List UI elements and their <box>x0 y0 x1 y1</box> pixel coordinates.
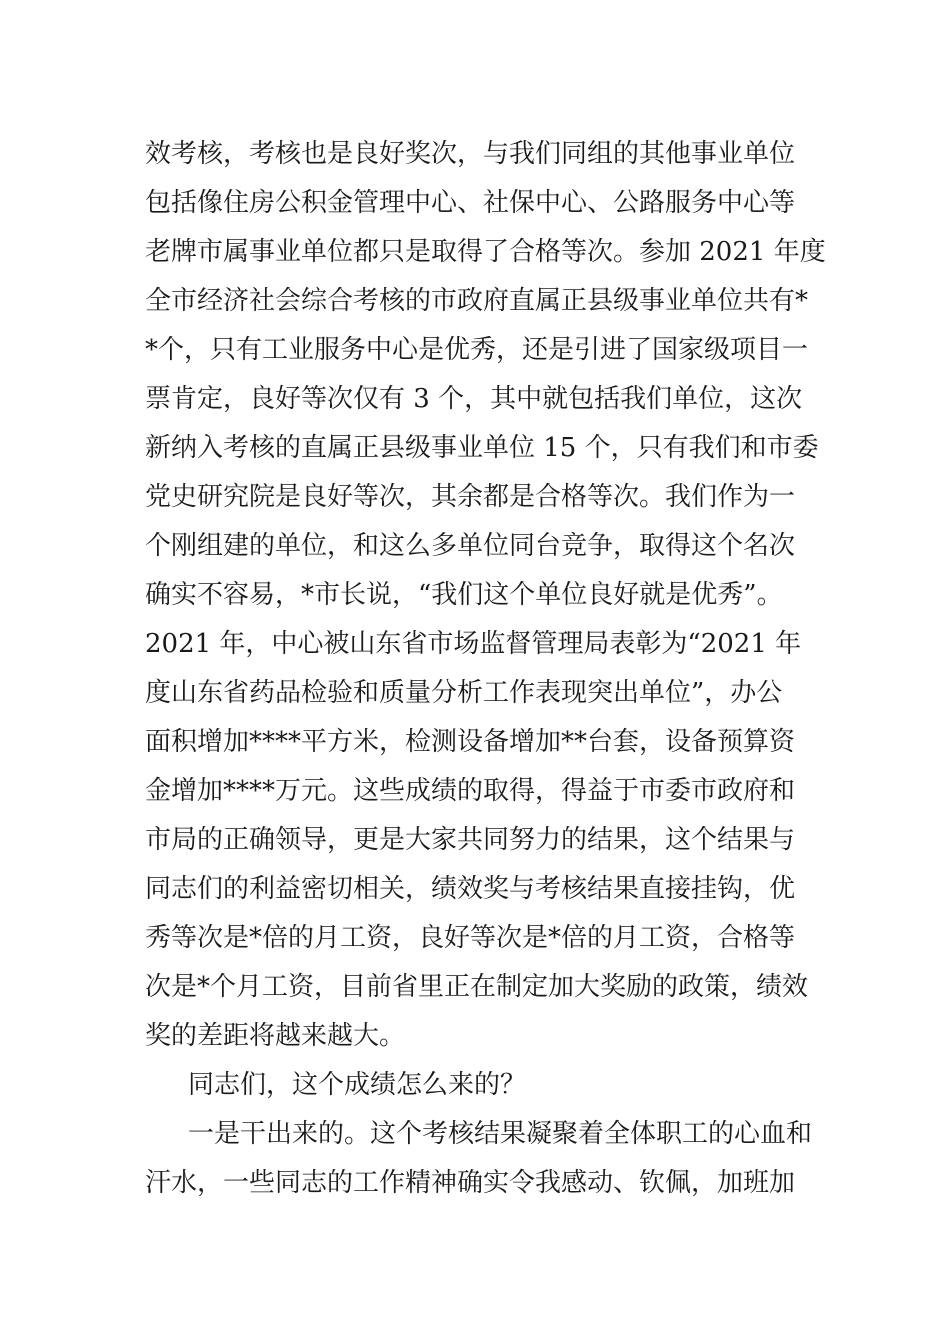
text-line: 新纳入考核的直属正县级事业单位 15 个，只有我们和市委 <box>145 433 819 463</box>
paragraph-first-line: 同志们，这个成绩怎么来的？ <box>188 1070 527 1100</box>
text-line: 度山东省药品检验和质量分析工作表现突出单位”，办公 <box>145 678 783 708</box>
text-line: 奖的差距将越来越大。 <box>145 1021 406 1051</box>
text-line: 包括像住房公积金管理中心、社保中心、公路服务中心等 <box>145 188 796 218</box>
paragraph-first-line: 一是干出来的。这个考核结果凝聚着全体职工的心血和 <box>188 1119 813 1149</box>
text-line: 票肯定，良好等次仅有 3 个，其中就包括我们单位，这次 <box>145 384 803 414</box>
text-line: *个，只有工业服务中心是优秀，还是引进了国家级项目一 <box>145 335 809 365</box>
text-line: 确实不容易，*市长说，“我们这个单位良好就是优秀”。 <box>145 580 783 610</box>
text-line: 次是*个月工资，目前省里正在制定加大奖励的政策，绩效 <box>145 972 809 1002</box>
text-line: 全市经济社会综合考核的市政府直属正县级事业单位共有* <box>145 286 809 316</box>
text-line: 个刚组建的单位，和这么多单位同台竞争，取得这个名次 <box>145 531 796 561</box>
text-line: 市局的正确领导，更是大家共同努力的结果，这个结果与 <box>145 825 796 855</box>
text-line: 2021 年，中心被山东省市场监督管理局表彰为“2021 年 <box>145 629 802 659</box>
text-line: 秀等次是*倍的月工资，良好等次是*倍的月工资，合格等 <box>145 923 796 953</box>
body-text <box>145 130 826 1208</box>
text-line: 汗水，一些同志的工作精神确实令我感动、钦佩，加班加 <box>145 1168 796 1198</box>
text-line: 金增加****万元。这些成绩的取得，得益于市委市政府和 <box>145 776 796 806</box>
text-line: 效考核，考核也是良好奖次，与我们同组的其他事业单位 <box>145 139 796 169</box>
text-line: 面积增加****平方米，检测设备增加**台套，设备预算资 <box>145 727 796 757</box>
text-line: 党史研究院是良好等次，其余都是合格等次。我们作为一 <box>145 482 796 512</box>
text-line: 同志们的利益密切相关，绩效奖与考核结果直接挂钩，优 <box>145 874 796 904</box>
text-line: 老牌市属事业单位都只是取得了合格等次。参加 2021 年度 <box>145 237 826 267</box>
